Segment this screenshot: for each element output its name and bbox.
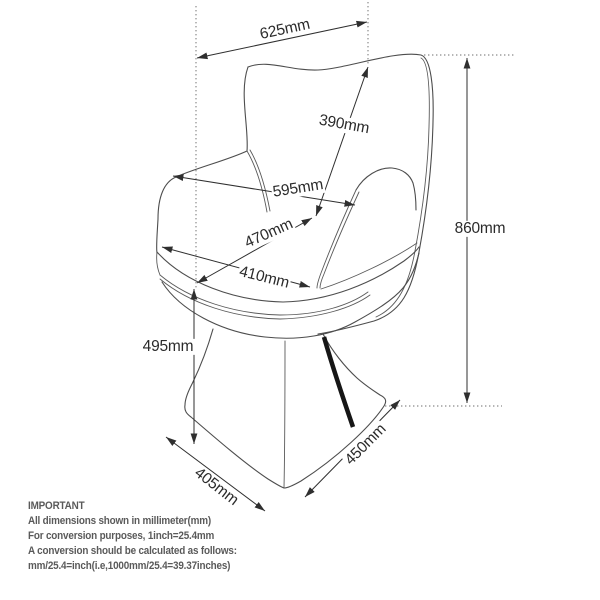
notes-line-formula: mm/25.4=inch(i.e,1000mm/25.4=39.37inches) [28,560,231,572]
dim-label-625: 625mm [258,15,312,43]
dim-label-405: 405mm [191,464,242,509]
chair-left-arm-seam-2 [250,150,270,211]
chair-base-front-seam [284,341,285,488]
dim-label-595: 595mm [271,176,325,201]
chair-right-arm-seam-2 [320,192,359,288]
notes-line-conversion: For conversion purposes, 1inch=25.4mm [28,530,215,542]
notes-line-units: All dimensions shown in millimeter(mm) [28,515,211,527]
chair-drawing [157,54,434,488]
dim-line-595 [173,176,355,205]
dim-line-390 [316,67,368,216]
dim-label-470: 470mm [242,215,296,252]
important-notes [28,499,237,574]
dim-label-410: 410mm [237,263,291,292]
notes-line-formula-intro: A conversion should be calculated as follows: [28,545,237,557]
dim-label-495: 495mm [142,337,194,355]
chair-shell-bottom [162,253,419,338]
dim-label-390: 390mm [317,111,371,138]
chair-base-accent-edge [324,337,353,427]
dimension-lines [162,22,467,511]
chair-seat-rear-rim [321,243,417,289]
chair-base-right-edge [284,334,386,488]
dim-label-450: 450mm [341,420,390,469]
dim-label-860: 860mm [454,219,506,237]
chair-left-arm-seam [247,151,267,212]
notes-heading: IMPORTANT [28,500,85,512]
chair-back-inner-edge [376,58,429,317]
chair-left-arm-outline [157,67,248,253]
chair-right-arm-hump [356,168,416,210]
